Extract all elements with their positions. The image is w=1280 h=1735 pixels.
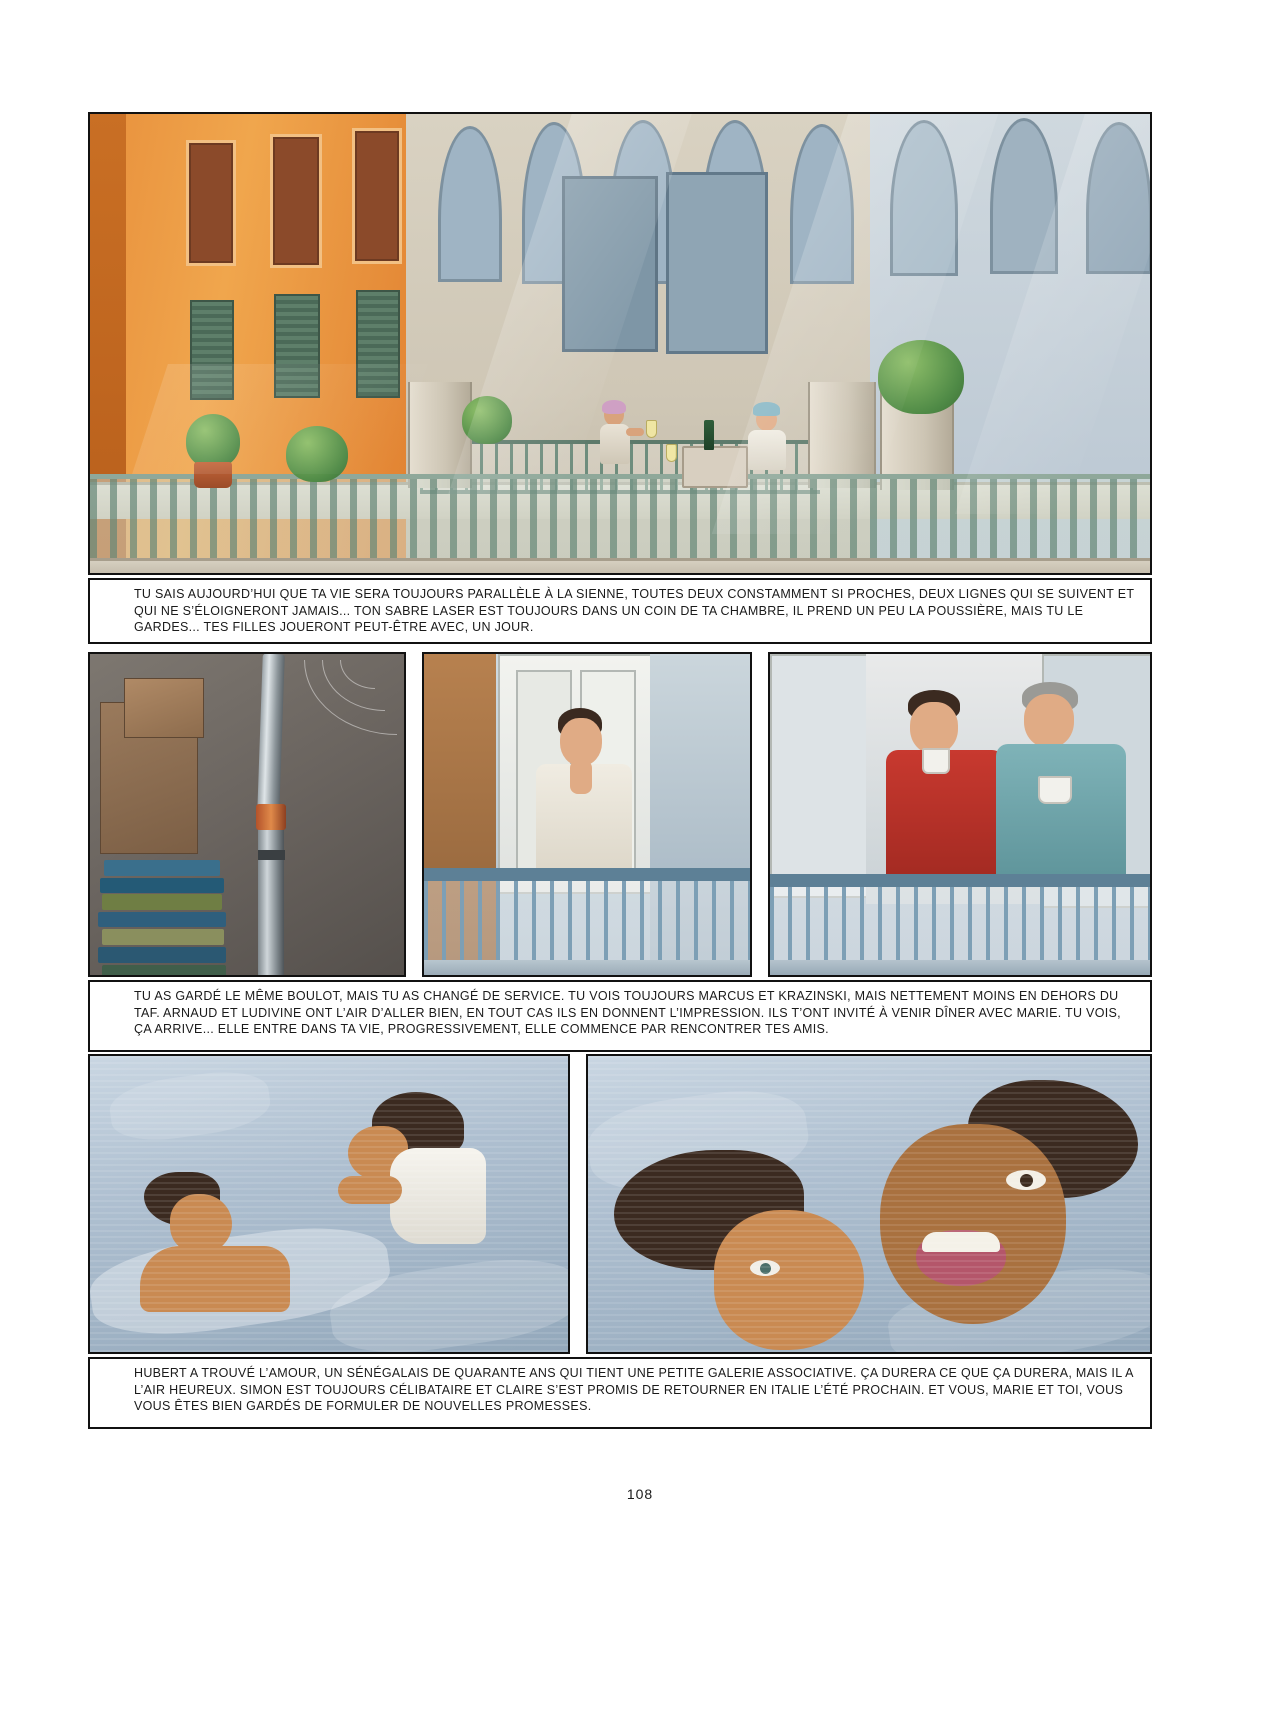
window bbox=[270, 134, 322, 268]
balcony-railing bbox=[770, 882, 1152, 972]
man-thinking bbox=[530, 708, 650, 878]
window-left bbox=[770, 654, 870, 898]
woman-hair bbox=[602, 400, 626, 414]
panel-balcony-couple-daytime bbox=[88, 112, 1152, 575]
person-arm bbox=[338, 1176, 402, 1204]
man-head bbox=[1024, 694, 1074, 748]
caption-box-3 bbox=[88, 1357, 1152, 1429]
person-crawling bbox=[304, 1092, 514, 1282]
face bbox=[880, 1124, 1066, 1324]
window bbox=[186, 140, 236, 266]
panel-close-up-faces-in-bed bbox=[586, 1054, 1152, 1354]
book bbox=[98, 947, 226, 963]
railing-handrail bbox=[770, 874, 1152, 883]
person-head bbox=[170, 1194, 232, 1254]
person-shoulder bbox=[140, 1246, 290, 1312]
lightsaber-body bbox=[258, 806, 284, 977]
lower-ledge bbox=[90, 558, 1150, 575]
cardboard-box bbox=[124, 678, 204, 738]
french-door bbox=[666, 172, 768, 354]
caption-text-3: HUBERT A TROUVÉ L’AMOUR, UN SÉNÉGALAIS DE QUARANTE ANS QUI TIENT UNE PETITE GALERIE ASSOCIATIVE. ÇA DURERA CE QUE ÇA DURERA, MAIS IL A L’AIR HEUREUX. SIMON EST TOUJOURS CÉLIBATAIRE ET CLAIRE S’EST PROMIS DE RETOURNER EN ITALIE L’ÉTÉ PROCHAIN. ET VOUS, MARIE ET TOI, VOUS VOUS ÊTES BIEN GARDÉS DE FORMULER DE NOUVELLES PROMESSES. bbox=[134, 1366, 1134, 1413]
balcony-ledge bbox=[424, 960, 752, 977]
lightsaber-grip-band bbox=[258, 850, 285, 860]
person-lying bbox=[134, 1168, 324, 1318]
book bbox=[100, 878, 224, 893]
sun-ray bbox=[132, 364, 428, 474]
teal-shirt bbox=[996, 744, 1126, 878]
panel-man-on-balcony-thinking bbox=[422, 652, 752, 977]
book bbox=[102, 929, 224, 945]
caption-box-2 bbox=[88, 980, 1152, 1052]
panel-couple-in-bed bbox=[88, 1054, 570, 1354]
book bbox=[98, 912, 226, 927]
book bbox=[102, 965, 226, 977]
balcony-railing bbox=[424, 876, 752, 972]
railing-handrail bbox=[424, 868, 752, 877]
caption-box-1 bbox=[88, 578, 1152, 644]
book bbox=[102, 894, 222, 910]
window bbox=[352, 128, 402, 264]
woman-arm bbox=[626, 428, 644, 436]
wine-bottle bbox=[704, 420, 714, 450]
lightsaber-grip-band bbox=[256, 804, 286, 830]
caption-text-1: TU SAIS AUJOURD’HUI QUE TA VIE SERA TOUJOURS PARALLÈLE À LA SIENNE, TOUTES DEUX CONSTAMMENT SI PROCHES, DEUX LIGNES QUI SE SUIVENT ET QUI NE S’ÉLOIGNERONT JAMAIS... TON SABRE LASER EST TOUJOURS DANS UN COIN DE TA CHAMBRE, IL PREND UN PEU LA POUSSIÈRE, MAIS TU LE GARDES... TES FILLES JOUERONT PEUT-ÊTRE AVEC, UN JOUR. bbox=[134, 587, 1135, 634]
teeth bbox=[922, 1232, 1000, 1252]
coffee-cup bbox=[1038, 776, 1072, 804]
woman-on-balcony bbox=[590, 398, 648, 476]
panel-two-men-with-coffee bbox=[768, 652, 1152, 977]
man-head bbox=[560, 718, 602, 766]
wine-glass bbox=[646, 420, 657, 438]
comic-panel-grid bbox=[88, 112, 1152, 1452]
balcony-ledge bbox=[770, 960, 1152, 977]
man-head bbox=[910, 702, 958, 754]
eye-pupil bbox=[760, 1263, 771, 1274]
book bbox=[104, 860, 220, 876]
face-right bbox=[838, 1080, 1138, 1350]
man-arm bbox=[570, 760, 592, 794]
white-tank-top bbox=[390, 1148, 486, 1244]
coffee-cup bbox=[922, 748, 950, 774]
caption-text-2: TU AS GARDÉ LE MÊME BOULOT, MAIS TU AS CHANGÉ DE SERVICE. TU VOIS TOUJOURS MARCUS ET KRAZINSKI, MAIS NETTEMENT MOINS EN DEHORS DU TAF. ARNAUD ET LUDIVINE ONT L’AIR D’ALLER BIEN, EN TOUT CAS ILS EN DONNENT L’IMPRESSION. ILS T’ONT INVITÉ À VENIR DÎNER AVEC MARIE. TU VOIS, ÇA ARRIVE... ELLE ENTRE DANS TA VIE, PROGRESSIVEMENT, ELLE COMMENCE PAR RENCONTRER TES AMIS. bbox=[134, 989, 1121, 1036]
wine-glass bbox=[666, 444, 677, 462]
panel-lightsaber-in-closet bbox=[88, 652, 406, 977]
page-number: 108 bbox=[626, 1486, 654, 1502]
eye-pupil bbox=[1020, 1174, 1033, 1187]
